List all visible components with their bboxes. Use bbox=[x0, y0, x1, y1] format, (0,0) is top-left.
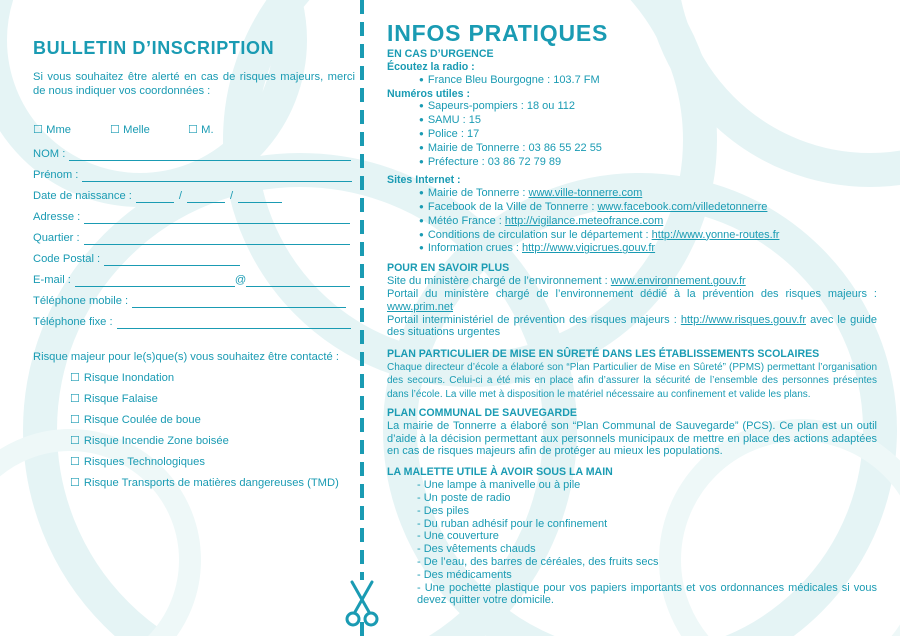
savoir-text: Site du ministère chargé de l’environnement : bbox=[387, 275, 611, 288]
date-separator: / bbox=[178, 190, 182, 202]
list-item bbox=[419, 187, 877, 201]
mobile-field bbox=[33, 294, 346, 308]
checkbox-icon[interactable]: ☐ bbox=[70, 414, 80, 426]
quartier-input[interactable] bbox=[84, 233, 350, 245]
fixe-field bbox=[33, 315, 351, 329]
site-link[interactable]: www.ville-tonnerre.com bbox=[528, 187, 643, 200]
date-separator: / bbox=[230, 190, 234, 202]
quartier-label: Quartier : bbox=[33, 232, 80, 244]
savoir-line-2 bbox=[387, 288, 877, 314]
list-item: - Des vêtements chauds bbox=[417, 543, 536, 556]
savoir-heading: POUR EN SAVOIR PLUS bbox=[387, 262, 510, 275]
list-item: - Une pochette plastique pour vos papiers importants et vos ordonnances médicales si vous devez quitter votre domicile. bbox=[417, 581, 877, 607]
list-item: ● Sapeurs-pompiers : 18 ou 112 bbox=[419, 100, 877, 114]
civility-mme-checkbox[interactable]: ☐ Mme bbox=[33, 124, 71, 136]
nom-label: NOM : bbox=[33, 148, 66, 160]
savoir-line-3 bbox=[387, 314, 877, 340]
prenom-field bbox=[33, 168, 352, 182]
fixe-label: Téléphone fixe : bbox=[33, 316, 113, 328]
list-item: - Un poste de radio bbox=[417, 491, 511, 504]
site-label: Facebook de la Ville de Tonnerre : bbox=[427, 200, 598, 213]
fixe-input[interactable] bbox=[117, 317, 351, 329]
prenom-label: Prénom : bbox=[33, 169, 79, 181]
code-postal-field bbox=[33, 252, 240, 266]
risk-item[interactable] bbox=[70, 371, 339, 392]
practical-info bbox=[387, 18, 877, 607]
nom-field bbox=[33, 147, 351, 161]
adresse-field bbox=[33, 210, 350, 224]
list-item bbox=[419, 229, 877, 243]
risk-label: Risque Transports de matières dangereuses (TMD) bbox=[83, 477, 339, 489]
list-item: ● Mairie de Tonnerre : 03 86 55 22 55 bbox=[419, 142, 877, 156]
info-title: INFOS PRATIQUES bbox=[387, 20, 609, 46]
savoir-text: avec le guide des situations urgentes bbox=[387, 313, 877, 339]
list-item: ● SAMU : 15 bbox=[419, 114, 877, 128]
cut-line bbox=[360, 0, 364, 636]
code-postal-input[interactable] bbox=[104, 254, 240, 266]
ppms-text: Chaque directeur d’école a élaboré son “Plan Particulier de Mise en Sûreté” (PPMS) permettant l’organisation des secours. Celui-ci a été mis en place afin d’assurer la sécurité de l’ensemble des personnes présentes dans l’école. La ville met à disposition le matériel nécessaire au confinement et valide les plans. bbox=[387, 362, 877, 400]
list-item: - Une lampe à manivelle ou à pile bbox=[417, 479, 581, 492]
civility-m-checkbox[interactable]: ☐ M. bbox=[188, 124, 214, 136]
list-item: - Des piles bbox=[417, 504, 469, 517]
savoir-line-1 bbox=[387, 275, 877, 288]
risk-label: Risque Falaise bbox=[83, 393, 158, 405]
email-label: E-mail : bbox=[33, 274, 71, 286]
adresse-label: Adresse : bbox=[33, 211, 81, 223]
site-label: Conditions de circulation sur le département : bbox=[427, 228, 652, 241]
pcs-heading: PLAN COMMUNAL DE SAUVEGARDE bbox=[387, 406, 577, 419]
risques-link[interactable]: http://www.risques.gouv.fr bbox=[680, 313, 806, 326]
malette-heading: LA MALETTE UTILE À AVOIR SOUS LA MAIN bbox=[387, 466, 613, 479]
site-link[interactable]: http://www.vigicrues.gouv.fr bbox=[522, 242, 656, 255]
list-item bbox=[419, 242, 877, 256]
email-user-input[interactable] bbox=[75, 275, 235, 287]
site-link[interactable]: http://www.yonne-routes.fr bbox=[651, 228, 780, 241]
adresse-input[interactable] bbox=[84, 212, 350, 224]
site-label: Mairie de Tonnerre : bbox=[427, 187, 529, 200]
list-item: ● Police : 17 bbox=[419, 128, 877, 142]
scissors-icon bbox=[345, 580, 379, 628]
birthdate-label: Date de naissance : bbox=[33, 190, 132, 202]
email-domain-input[interactable] bbox=[246, 275, 350, 287]
list-item: ● France Bleu Bourgogne : 103.7 FM bbox=[419, 74, 877, 88]
risk-item[interactable] bbox=[70, 434, 339, 455]
site-link[interactable]: http://vigilance.meteofrance.com bbox=[504, 214, 664, 227]
birth-day-input[interactable] bbox=[136, 191, 174, 203]
checkbox-icon[interactable]: ☐ bbox=[70, 456, 80, 468]
list-item bbox=[419, 215, 877, 229]
risk-item[interactable] bbox=[70, 413, 339, 434]
risk-label: Risques Technologiques bbox=[83, 456, 205, 468]
site-label: Information crues : bbox=[427, 242, 522, 255]
birth-month-input[interactable] bbox=[187, 191, 225, 203]
nom-input[interactable] bbox=[69, 149, 351, 161]
ppms-heading: PLAN PARTICULIER DE MISE EN SÛRETÉ DANS LES ÉTABLISSEMENTS SCOLAIRES bbox=[387, 348, 820, 361]
risk-list bbox=[70, 371, 339, 497]
pcs-text: La mairie de Tonnerre a élaboré son “Plan Communal de Sauvegarde” (PCS). Ce plan est un outil d’aide à la décision permettant aux personnels municipaux de mettre en place des actions adaptées en cas de risques majeurs afin de protéger au mieux les populations. bbox=[387, 419, 877, 458]
site-label: Météo France : bbox=[427, 214, 505, 227]
prim-link[interactable]: www.prim.net bbox=[387, 300, 454, 313]
savoir-text: Portail interministériel de prévention des risques majeurs : bbox=[387, 313, 681, 326]
mobile-label: Téléphone mobile : bbox=[33, 295, 129, 307]
radio-label: Écoutez la radio : bbox=[387, 61, 475, 73]
birthdate-field bbox=[33, 189, 282, 203]
numeros-list bbox=[387, 100, 877, 169]
site-link[interactable]: www.facebook.com/villedetonnerre bbox=[597, 200, 768, 213]
code-postal-label: Code Postal : bbox=[33, 253, 101, 265]
email-at: @ bbox=[234, 274, 247, 286]
registration-form bbox=[33, 36, 355, 489]
list-item: - Des médicaments bbox=[417, 568, 512, 581]
form-title: BULLETIN D’INSCRIPTION bbox=[33, 38, 275, 58]
form-intro: Si vous souhaitez être alerté en cas de risques majeurs, merci de nous indiquer vos coordonnées : bbox=[33, 71, 355, 97]
risk-intro: Risque majeur pour le(s)que(s) vous souhaitez être contacté : bbox=[33, 351, 339, 363]
list-item: ● Préfecture : 03 86 72 79 89 bbox=[419, 156, 877, 170]
email-field bbox=[33, 273, 350, 287]
risk-item[interactable] bbox=[70, 455, 339, 476]
mobile-input[interactable] bbox=[132, 296, 346, 308]
checkbox-icon[interactable]: ☐ bbox=[70, 477, 80, 489]
environnement-link[interactable]: www.environnement.gouv.fr bbox=[610, 275, 746, 288]
list-item: - De l’eau, des barres de céréales, des fruits secs bbox=[417, 555, 659, 568]
checkbox-icon[interactable]: ☐ bbox=[70, 372, 80, 384]
prenom-input[interactable] bbox=[82, 170, 352, 182]
checkbox-icon[interactable]: ☐ bbox=[70, 393, 80, 405]
savoir-text: Portail du ministère chargé de l’environnement dédié à la prévention des risques majeurs : bbox=[387, 287, 877, 300]
risk-label: Risque Coulée de boue bbox=[83, 414, 201, 426]
urgence-heading: EN CAS D’URGENCE bbox=[387, 48, 494, 60]
checkbox-icon[interactable]: ☐ bbox=[70, 435, 80, 447]
sites-list bbox=[387, 187, 877, 256]
list-item bbox=[419, 201, 877, 215]
list-item: - Une couverture bbox=[417, 530, 499, 543]
birth-year-input[interactable] bbox=[238, 191, 282, 203]
list-item: - Du ruban adhésif pour le confinement bbox=[417, 517, 608, 530]
radio-list bbox=[387, 74, 877, 88]
quartier-field bbox=[33, 231, 350, 245]
malette-list bbox=[387, 479, 877, 607]
risk-item[interactable] bbox=[70, 392, 339, 413]
risk-label: Risque Inondation bbox=[83, 372, 175, 384]
risk-item[interactable] bbox=[70, 476, 339, 497]
civility-melle-checkbox[interactable]: ☐ Melle bbox=[110, 124, 150, 136]
risk-label: Risque Incendie Zone boisée bbox=[83, 435, 229, 447]
sites-label: Sites Internet : bbox=[387, 174, 461, 187]
numeros-label: Numéros utiles : bbox=[387, 87, 471, 100]
